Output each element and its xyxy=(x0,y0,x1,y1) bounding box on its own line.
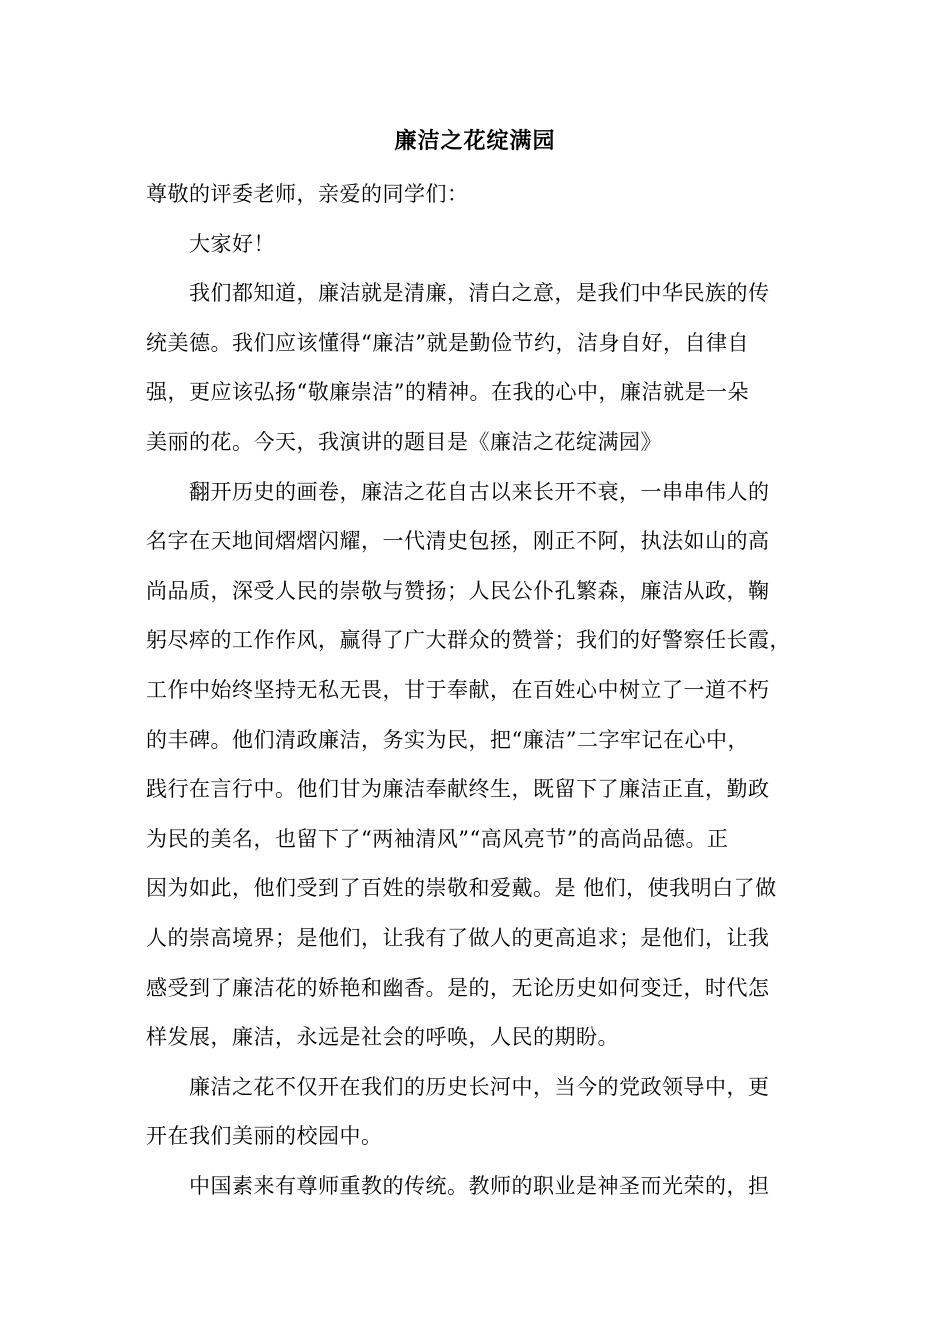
paragraph-line: 因为如此，他们受到了百姓的崇敬和爱戴。是 他们，使我明白了做 xyxy=(146,876,777,901)
paragraph-line: 廉洁之花不仅开在我们的历史长河中，当今的党政领导中，更 xyxy=(189,1074,770,1099)
paragraph-line: 翻开历史的画卷，廉洁之花自古以来长开不衰，一串串伟人的 xyxy=(189,479,770,504)
paragraph-line: 的丰碑。他们清政廉洁，务实为民，把“廉洁”二字牢记在心中， xyxy=(146,727,749,752)
paragraph-line: 样发展，廉洁，永远是社会的呼唤，人民的期盼。 xyxy=(146,1025,619,1050)
paragraph-line: 强，更应该弘扬“敬廉崇洁”的精神。在我的心中，廉洁就是一朵 xyxy=(146,380,749,405)
paragraph-line: 感受到了廉洁花的娇艳和幽香。是的，无论历史如何变迁，时代怎 xyxy=(146,975,770,1000)
paragraph-line: 名字在天地间熠熠闪耀，一代清史包拯，刚正不阿，执法如山的高 xyxy=(146,529,770,554)
paragraph-line: 我们都知道，廉洁就是清廉，清白之意，是我们中华民族的传 xyxy=(189,281,770,306)
paragraph-line: 中国素来有尊师重教的传统。教师的职业是神圣而光荣的，担 xyxy=(189,1173,770,1198)
paragraph-line: 躬尽瘁的工作作风，赢得了广大群众的赞誉；我们的好警察任长霞， xyxy=(146,628,791,653)
paragraph-line: 为民的美名，也留下了“两袖清风”“高风亮节”的高尚品德。正 xyxy=(146,826,729,851)
document-title: 廉洁之花绽满园 xyxy=(394,128,556,154)
paragraph-line: 工作中始终坚持无私无畏，甘于奉献，在百姓心中树立了一道不朽 xyxy=(146,677,770,702)
paragraph-line: 统美德。我们应该懂得“廉洁”就是勤俭节约，洁身自好，自律自 xyxy=(146,330,749,355)
paragraph-line: 开在我们美丽的校园中。 xyxy=(146,1124,383,1149)
salutation-line: 尊敬的评委老师，亲爱的同学们： xyxy=(146,182,469,206)
paragraph-line: 人的崇高境界；是他们，让我有了做人的更高追求；是他们，让我 xyxy=(146,925,770,950)
paragraph-line: 尚品质，深受人民的崇敬与赞扬；人民公仆孔繁森，廉洁从政，鞠 xyxy=(146,578,770,603)
document-body xyxy=(146,170,826,1211)
paragraph-line: 践行在言行中。他们甘为廉洁奉献终生，既留下了廉洁正直，勤政 xyxy=(146,777,770,802)
greeting-line: 大家好！ xyxy=(189,231,275,256)
paragraph-line: 美丽的花。今天，我演讲的题目是《廉洁之花绽满园》 xyxy=(146,429,662,454)
